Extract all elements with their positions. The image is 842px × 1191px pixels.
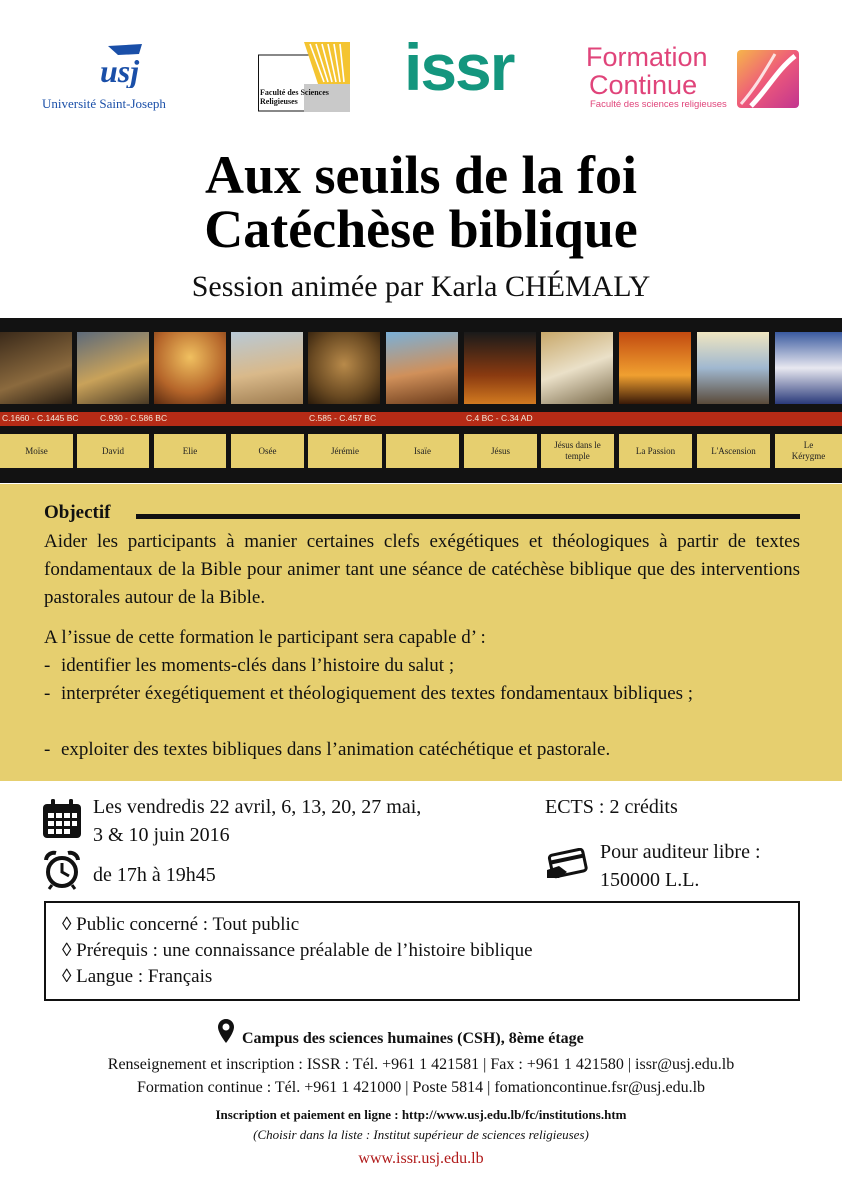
timeline-label: Moïse xyxy=(0,434,73,468)
timeline-label: Jérémie xyxy=(308,434,382,468)
fc-logo-line2: Continue xyxy=(589,70,698,100)
fsr-name: Faculté des Sciences Religieuses xyxy=(260,88,329,106)
campus-location: Campus des sciences humaines (CSH), 8ème étage xyxy=(242,1030,584,1047)
timeline-label: Elie xyxy=(154,434,226,468)
contact-formation-continue: Formation continue : Tél. +961 1 421000 | Poste 5814 | fomationcontinue.fsr@usj.edu.lb xyxy=(136,1079,706,1096)
thumb-isaie xyxy=(386,332,458,404)
details-box xyxy=(44,901,800,1001)
institution-choice-note: (Choisir dans la liste : Institut supérieur de sciences religieuses) xyxy=(253,1127,589,1142)
thumb-ascension xyxy=(697,332,769,404)
online-registration: Inscription et paiement en ligne : http://www.usj.edu.lb/fc/institutions.htm xyxy=(215,1107,627,1122)
calendar-icon xyxy=(41,798,83,840)
fc-logo-line3: Faculté des sciences religieuses xyxy=(590,99,727,110)
objective-intro: A l’issue de cette formation le participant sera capable d’ : xyxy=(44,627,486,648)
schedule-time: de 17h à 19h45 xyxy=(93,864,216,886)
ects-credits: ECTS : 2 crédits xyxy=(545,796,678,818)
objective-paragraph: Aider les participants à manier certaines clefs exégétiques et théologiques à partir de textes fondamentaux de la Bible pour animer tant une séance de catéchèse biblique que des interventions pastorales autour de la Bible. xyxy=(44,531,800,608)
alarm-clock-icon xyxy=(43,850,81,890)
timeline-strip xyxy=(0,318,842,483)
thumb-passion xyxy=(619,332,691,404)
detail-prerequisites: ◊ Prérequis : une connaissance préalable de l’histoire biblique xyxy=(62,940,533,961)
fc-logo-swoosh xyxy=(737,50,799,108)
timeline-label: Osée xyxy=(231,434,304,468)
usj-logo-mark xyxy=(98,42,148,88)
fc-logo-line1: Formation xyxy=(586,42,708,72)
date-label: C.1660 - C.1445 BC xyxy=(2,413,79,423)
website-link[interactable]: www.issr.usj.edu.lb xyxy=(358,1150,484,1167)
thumb-david xyxy=(77,332,149,404)
thumb-temple xyxy=(541,332,613,404)
thumb-elie xyxy=(154,332,226,404)
detail-audience: ◊ Public concerné : Tout public xyxy=(62,914,300,935)
thumb-kerygme xyxy=(775,332,842,404)
svg-text:usj: usj xyxy=(100,53,140,88)
thumb-jesus xyxy=(464,332,536,404)
date-label: C.4 BC - C.34 AD xyxy=(466,413,533,423)
contact-issr: Renseignement et inscription : ISSR : Tél. +961 1 421581 | Fax : +961 1 421580 | issr@usj.edu.lb xyxy=(107,1056,735,1073)
timeline-label: Jésus dans le temple xyxy=(541,434,614,468)
thumb-osee xyxy=(231,332,303,404)
location-pin-icon xyxy=(217,1018,235,1044)
schedule-dates-line1: Les vendredis 22 avril, 6, 13, 20, 27 mai, xyxy=(93,796,422,818)
timeline-label: David xyxy=(77,434,149,468)
objective-section: Objectif Aider les participants à manier certaines clefs exégétiques et théologiques à partir de textes fondamentaux de la Bible pour animer tant une séance de catéchèse biblique que des interventions pastorales autour de la Bible. A l’issue de cette formation le participant sera capable d’ : - identifier les moments-clés dans l’histoire du salut ; - interpréter éxegétiquement et théologiquement des textes fondamentaux bibliques ; - exploiter des textes bibliques dans l’animation catéchétique et pastorale. xyxy=(0,484,842,781)
fee-label: Pour auditeur libre : xyxy=(600,841,761,863)
thumb-jeremie xyxy=(308,332,380,404)
date-label: C.585 - C.457 BC xyxy=(309,413,377,423)
objective-heading: Objectif xyxy=(44,502,111,523)
dates-bar xyxy=(0,412,842,426)
schedule-dates-line2: 3 & 10 juin 2016 xyxy=(93,824,230,846)
issr-logo: issr xyxy=(404,30,514,104)
usj-name: Université Saint-Joseph xyxy=(42,96,166,111)
date-label: C.930 - C.586 BC xyxy=(100,413,168,423)
title-line1: Aux seuils de la foi xyxy=(204,145,638,205)
fee-amount: 150000 L.L. xyxy=(600,869,700,891)
thumb-moise xyxy=(0,332,72,404)
subtitle: Session animée par Karla CHÉMALY xyxy=(191,270,651,303)
timeline-label: La Passion xyxy=(619,434,692,468)
payment-card-icon xyxy=(545,848,591,880)
detail-language: ◊ Langue : Français xyxy=(62,966,213,987)
title-line2: Catéchèse biblique xyxy=(204,199,638,259)
timeline-label: L'Ascension xyxy=(697,434,770,468)
timeline-label: Isaïe xyxy=(386,434,459,468)
objective-rule xyxy=(136,514,800,519)
timeline-label: Jésus xyxy=(464,434,537,468)
timeline-label: Le Kérygme xyxy=(775,434,842,468)
